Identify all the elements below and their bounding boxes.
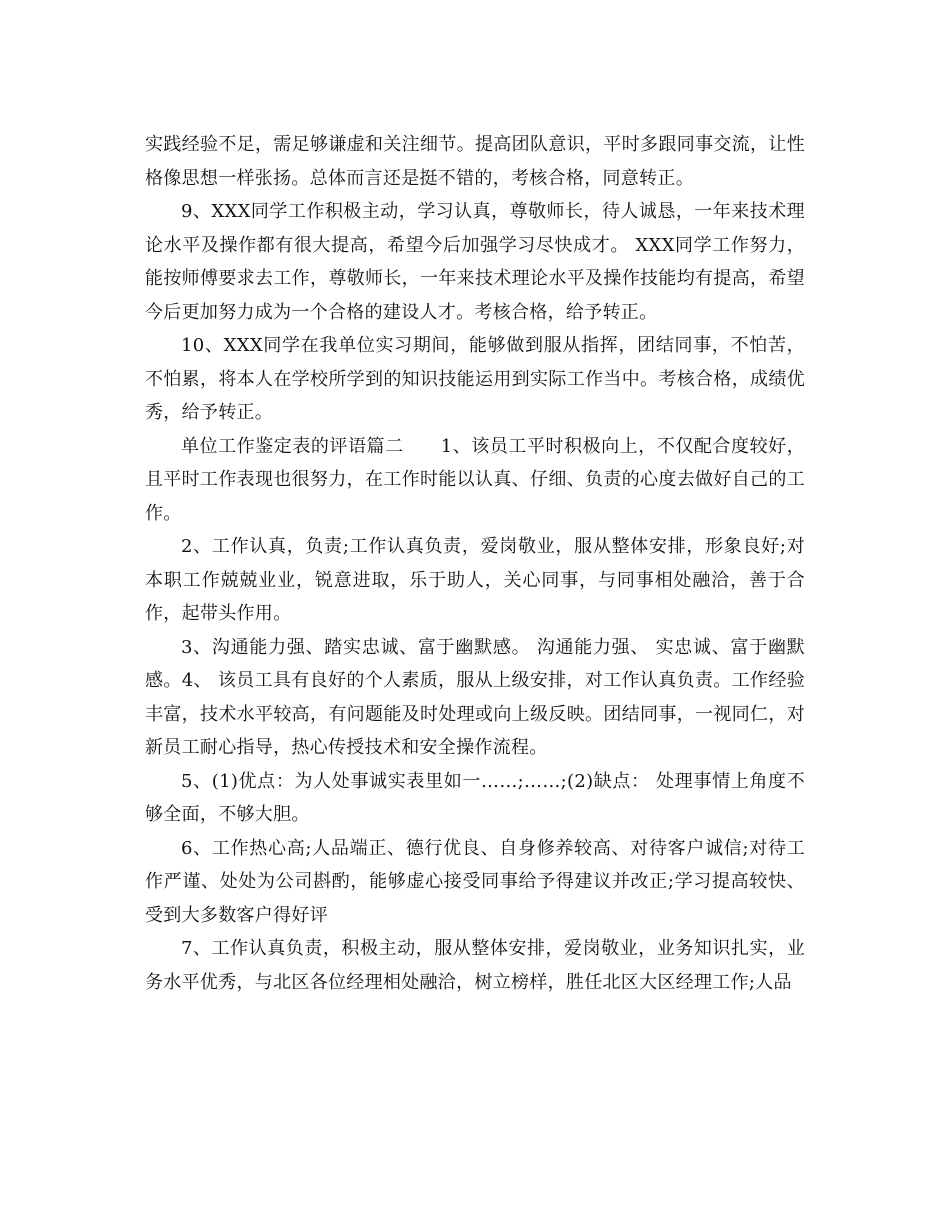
- paragraph-continuation: 实践经验不足，需足够谦虚和关注细节。提高团队意识，平时多跟同事交流，让性格像思想一样张扬。总体而言还是挺不错的，考核合格，同意转正。: [145, 134, 805, 189]
- document-body: [145, 128, 805, 999]
- paragraph-item-2: 2、工作认真，负责;工作认真负责，爱岗敬业，服从整体安排，形象良好;对本职工作兢兢业业，锐意进取，乐于助人，关心同事，与同事相处融洽，善于合作，起带头作用。: [145, 536, 805, 624]
- paragraph-item-6: 6、工作热心高;人品端正、德行优良、自身修养较高、对待客户诚信;对待工作严谨、处处为公司斟酌，能够虚心接受同事给予得建议并改正;学习提高较快、受到大多数客户得好评: [145, 837, 805, 926]
- paragraph-item-10: 10、XXX同学在我单位实习期间，能够做到服从指挥，团结同事，不怕苦，不怕累，将本人在学校所学到的知识技能运用到实际工作当中。考核合格，成绩优秀，给予转正。: [145, 335, 805, 423]
- paragraph-section-two-item-1: 单位工作鉴定表的评语篇二 1、该员工平时积极向上，不仅配合度较好，且平时工作表现也很努力，在工作时能以认真、仔细、负责的心度去做好自己的工作。: [145, 435, 805, 524]
- paragraph-item-3-4: 3、沟通能力强、踏实忠诚、富于幽默感。 沟通能力强、 实忠诚、富于幽默感。4、 该员工具有良好的个人素质，服从上级安排，对工作认真负责。工作经验丰富，技术水平较高，有问题能及时处理或向上级反映。团结同事，一视同仁，对新员工耐心指导，热心传授技术和安全操作流程。: [145, 636, 805, 758]
- paragraph-item-7: 7、工作认真负责，积极主动，服从整体安排，爱岗敬业，业务知识扎实，业务水平优秀，与北区各位经理相处融洽，树立榜样，胜任北区大区经理工作;人品: [145, 938, 805, 993]
- paragraph-item-9: 9、XXX同学工作积极主动，学习认真，尊敬师长，待人诚恳，一年来技术理论水平及操作都有很大提高，希望今后加强学习尽快成才。 XXX同学工作努力，能按师傅要求去工作，尊敬师长，一年来技术理论水平及操作技能均有提高，希望今后更加努力成为一个合格的建设人才。考核合格，给予转正。: [145, 201, 805, 323]
- paragraph-item-5: 5、(1)优点：为人处事诚实表里如一……;……;(2)缺点： 处理事情上角度不够全面，不够大胆。: [145, 770, 805, 825]
